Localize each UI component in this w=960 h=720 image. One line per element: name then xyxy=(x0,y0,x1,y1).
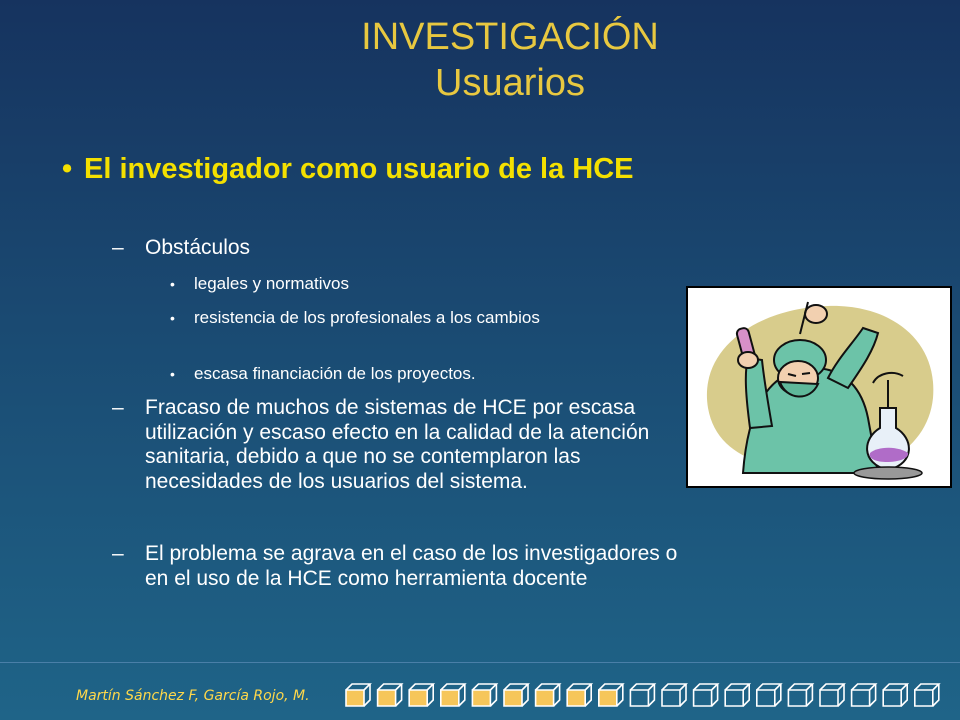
progress-block-filled xyxy=(378,684,402,706)
progress-block-empty xyxy=(757,684,781,706)
progress-block-empty xyxy=(662,684,686,706)
progress-block-filled xyxy=(346,684,370,706)
bullet-icon: • xyxy=(62,153,73,185)
progress-block-empty xyxy=(694,684,718,706)
progress-block-filled xyxy=(472,684,496,706)
sub-item-text: Fracaso de muchos de sistemas de HCE por escasa utilización y escaso efecto en la calidad de la atención sanitaria, debido a que no se contemplaron las necesidades de los usuarios del sistema. xyxy=(145,396,650,493)
obstacle-text: resistencia de los profesionales a los cambios xyxy=(194,308,540,327)
footer-divider xyxy=(0,662,960,663)
scientist-lab-icon xyxy=(688,288,950,486)
progress-block-empty xyxy=(883,684,907,706)
progress-block-filled xyxy=(504,684,528,706)
progress-block-empty xyxy=(852,684,876,706)
slide-title xyxy=(240,14,780,106)
dash-icon: – xyxy=(112,236,124,259)
bullet-icon: • xyxy=(170,366,175,382)
progress-block-filled xyxy=(409,684,433,706)
progress-block-filled xyxy=(441,684,465,706)
progress-block-filled xyxy=(599,684,623,706)
bullet-icon: • xyxy=(170,276,175,292)
progress-block-empty xyxy=(915,684,939,706)
dash-icon: – xyxy=(112,396,124,419)
slide-progress-blocks xyxy=(344,682,944,708)
bullet-icon: • xyxy=(170,310,175,326)
main-bullet-text: El investigador como usuario de la HCE xyxy=(84,153,634,185)
progress-block-empty xyxy=(788,684,812,706)
progress-block-filled xyxy=(536,684,560,706)
progress-block-filled xyxy=(567,684,591,706)
scientist-clipart xyxy=(686,286,952,488)
sub-item-text: El problema se agrava en el caso de los investigadores o en el uso de la HCE como herramienta docente xyxy=(145,542,678,590)
dash-icon: – xyxy=(112,542,124,565)
progress-block-empty xyxy=(820,684,844,706)
slide-subtitle: Usuarios xyxy=(435,62,585,104)
author-credit: Martín Sánchez F, García Rojo, M. xyxy=(76,688,310,704)
obstacle-text: legales y normativos xyxy=(194,274,349,293)
slide-title-line1: INVESTIGACIÓN xyxy=(361,16,659,58)
progress-block-empty xyxy=(725,684,749,706)
progress-block-empty xyxy=(630,684,654,706)
sub-item-text: Obstáculos xyxy=(145,236,251,259)
obstacle-text: escasa financiación de los proyectos. xyxy=(194,364,476,383)
